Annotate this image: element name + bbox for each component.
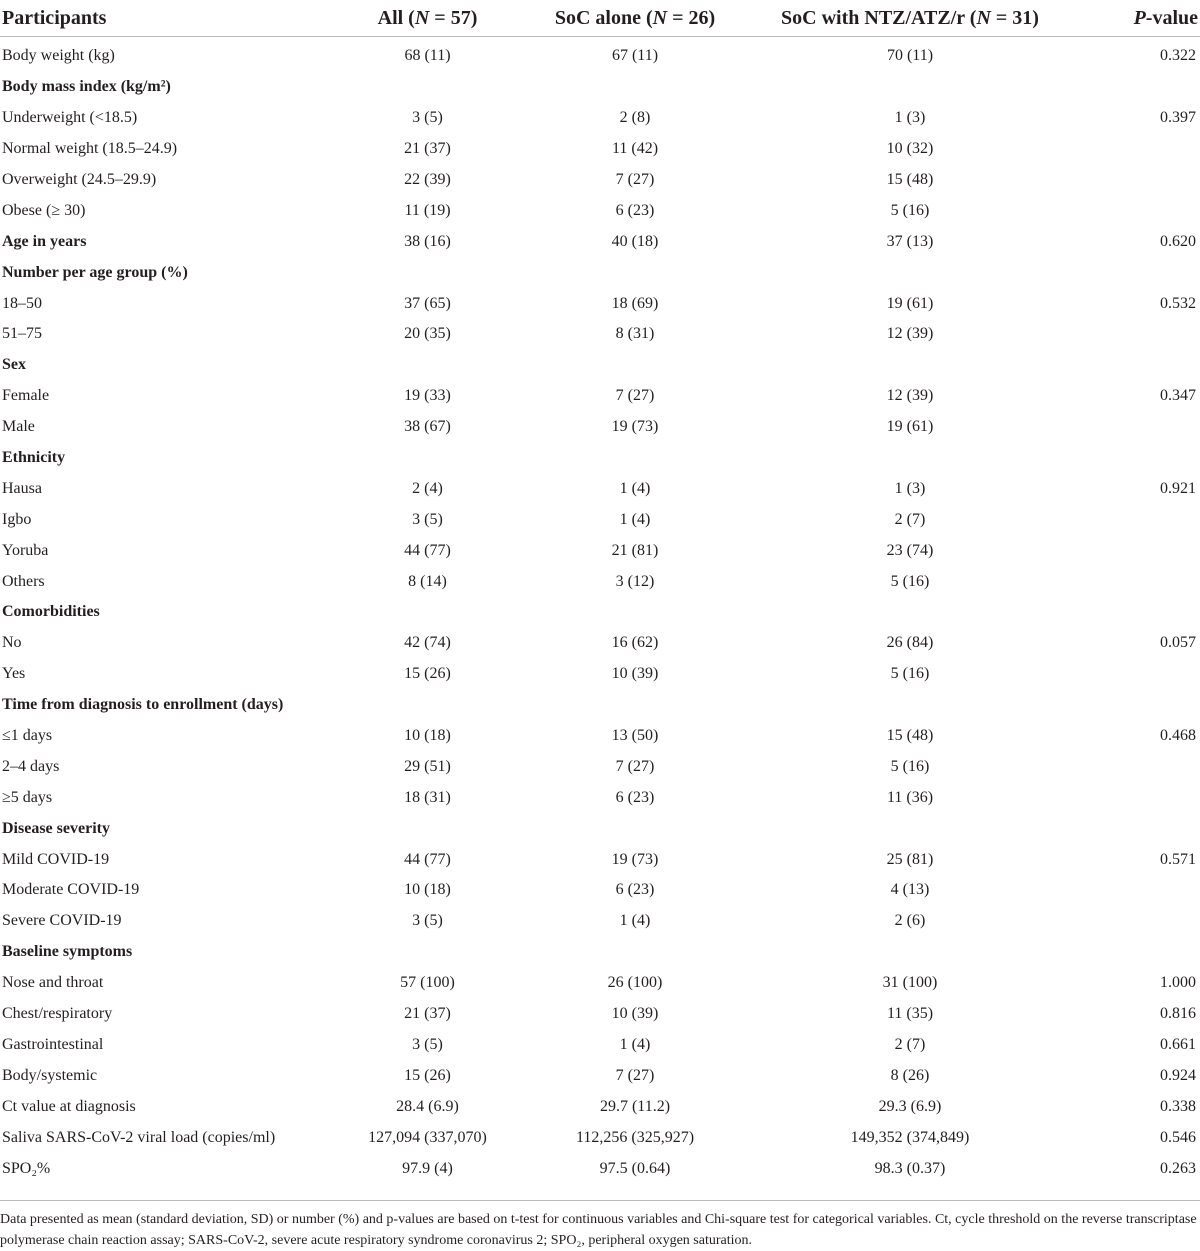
row-label: Age in years xyxy=(2,232,87,250)
cell-soc-alone: 19 (73) xyxy=(611,418,659,436)
row-label: Body weight (kg) xyxy=(2,47,115,65)
cell-soc-ntz: 29.3 (6.9) xyxy=(878,1097,942,1115)
cell-soc-ntz xyxy=(745,597,1075,628)
table-row xyxy=(0,659,1200,690)
cell-soc-alone: 1 (4) xyxy=(619,1035,651,1053)
cell-p-value xyxy=(1075,319,1200,350)
row-label: Overweight (24.5–29.9) xyxy=(2,171,157,188)
cell-soc-ntz: 37 (13) xyxy=(886,232,934,250)
cell-soc-alone xyxy=(525,597,745,628)
row-label: Number per age group (%) xyxy=(2,263,188,281)
table-row xyxy=(0,628,1200,659)
cell-all xyxy=(330,257,525,288)
cell-p-value xyxy=(1075,566,1200,597)
section-row xyxy=(0,597,1200,628)
cell-all: 42 (74) xyxy=(404,634,451,652)
row-label: Normal weight (18.5–24.9) xyxy=(2,140,178,158)
section-row xyxy=(0,690,1200,721)
header-p-value: P-value xyxy=(1075,0,1200,37)
cell-p-value: 0.322 xyxy=(1160,47,1196,65)
cell-soc-alone: 6 (23) xyxy=(615,788,655,806)
table-row xyxy=(0,195,1200,226)
cell-soc-alone xyxy=(525,257,745,288)
cell-all xyxy=(330,72,525,103)
cell-soc-alone: 8 (31) xyxy=(615,325,655,343)
cell-p-value: 0.661 xyxy=(1160,1035,1196,1053)
table-row xyxy=(0,319,1200,350)
cell-p-value: 0.921 xyxy=(1160,479,1196,497)
cell-all xyxy=(330,813,525,844)
table-row xyxy=(0,751,1200,782)
table-row xyxy=(0,968,1200,999)
row-label: Body mass index (kg/m²) xyxy=(2,78,171,96)
cell-p-value xyxy=(1075,195,1200,226)
table-header-row xyxy=(0,0,1200,37)
cell-soc-ntz: 31 (100) xyxy=(882,974,938,992)
cell-soc-alone xyxy=(525,72,745,103)
row-label: Baseline symptoms xyxy=(2,943,133,961)
table-row xyxy=(0,1153,1200,1184)
cell-soc-alone: 67 (11) xyxy=(611,47,659,65)
cell-soc-ntz: 5 (16) xyxy=(890,572,930,590)
cell-soc-ntz: 19 (61) xyxy=(886,418,934,436)
table-row xyxy=(0,288,1200,319)
section-row xyxy=(0,226,1200,257)
cell-all: 28.4 (6.9) xyxy=(396,1097,459,1115)
cell-soc-alone: 7 (27) xyxy=(615,171,655,188)
cell-p-value xyxy=(1075,937,1200,968)
cell-all: 29 (51) xyxy=(404,757,451,775)
row-label: Moderate COVID-19 xyxy=(2,881,140,899)
cell-p-value: 0.057 xyxy=(1160,634,1196,652)
cell-all: 38 (16) xyxy=(404,232,451,250)
cell-p-value: 1.000 xyxy=(1160,974,1196,992)
cell-p-value xyxy=(1075,782,1200,813)
cell-p-value xyxy=(1075,813,1200,844)
cell-all xyxy=(330,597,525,628)
cell-soc-alone: 6 (23) xyxy=(615,881,655,899)
cell-soc-ntz: 70 (11) xyxy=(886,47,934,65)
cell-p-value xyxy=(1075,72,1200,103)
cell-soc-alone: 18 (69) xyxy=(611,294,659,312)
row-label: Male xyxy=(2,418,35,436)
cell-soc-ntz: 12 (39) xyxy=(886,325,934,343)
row-label: Ethnicity xyxy=(2,449,66,467)
row-label: Ct value at diagnosis xyxy=(2,1097,136,1115)
table-row xyxy=(0,165,1200,196)
header-all: All (N = 57) xyxy=(330,0,525,37)
cell-all: 22 (39) xyxy=(404,171,451,188)
cell-p-value xyxy=(1075,875,1200,906)
row-label: Gastrointestinal xyxy=(2,1035,104,1053)
cell-soc-ntz: 12 (39) xyxy=(886,387,934,405)
table-row xyxy=(0,1030,1200,1061)
cell-soc-alone: 1 (4) xyxy=(619,912,651,930)
cell-all: 11 (19) xyxy=(404,201,451,219)
cell-all xyxy=(330,690,525,721)
row-label: ≤1 days xyxy=(2,727,53,745)
cell-p-value xyxy=(1075,504,1200,535)
cell-p-value: 0.620 xyxy=(1160,232,1196,250)
cell-soc-ntz: 5 (16) xyxy=(890,757,930,775)
cell-p-value xyxy=(1075,443,1200,474)
cell-p-value xyxy=(1075,412,1200,443)
cell-all: 3 (5) xyxy=(412,109,443,127)
section-row xyxy=(0,72,1200,103)
cell-soc-alone: 21 (81) xyxy=(611,541,659,559)
table-row xyxy=(0,103,1200,134)
header-soc-ntz: SoC with NTZ/ATZ/r (N = 31) xyxy=(745,0,1075,37)
row-label: Nose and throat xyxy=(2,974,104,992)
table-row xyxy=(0,782,1200,813)
section-row xyxy=(0,257,1200,288)
cell-soc-alone xyxy=(525,443,745,474)
cell-soc-alone: 97.5 (0.64) xyxy=(599,1159,671,1177)
row-label: Comorbidities xyxy=(2,603,100,621)
cell-soc-alone: 7 (27) xyxy=(615,387,655,405)
table-row xyxy=(0,1091,1200,1122)
table-row xyxy=(0,906,1200,937)
row-label: Severe COVID-19 xyxy=(2,912,122,930)
cell-soc-ntz: 2 (6) xyxy=(894,912,926,930)
cell-p-value xyxy=(1075,659,1200,690)
cell-soc-ntz xyxy=(745,813,1075,844)
cell-soc-ntz: 15 (48) xyxy=(886,727,934,745)
cell-soc-ntz: 149,352 (374,849) xyxy=(850,1128,970,1146)
cell-soc-alone xyxy=(525,350,745,381)
cell-all: 10 (18) xyxy=(404,727,451,745)
cell-all: 127,094 (337,070) xyxy=(368,1128,487,1146)
cell-soc-alone: 26 (100) xyxy=(607,974,663,992)
cell-all: 19 (33) xyxy=(404,387,451,405)
cell-soc-ntz xyxy=(745,72,1075,103)
cell-soc-alone: 16 (62) xyxy=(611,634,659,652)
row-label: Disease severity xyxy=(2,819,110,837)
cell-p-value: 0.468 xyxy=(1160,727,1196,745)
table-row xyxy=(0,875,1200,906)
row-label: Chest/respiratory xyxy=(2,1005,113,1023)
cell-all: 2 (4) xyxy=(412,479,443,497)
row-label: Saliva SARS-CoV-2 viral load (copies/ml) xyxy=(2,1128,276,1146)
cell-p-value: 0.338 xyxy=(1160,1097,1196,1115)
cell-soc-alone: 112,256 (325,927) xyxy=(575,1128,695,1146)
cell-soc-ntz: 2 (7) xyxy=(894,1035,926,1053)
cell-all: 15 (26) xyxy=(404,1066,451,1084)
row-label: 51–75 xyxy=(2,325,42,343)
table-row xyxy=(0,566,1200,597)
section-row xyxy=(0,350,1200,381)
row-label: Mild COVID-19 xyxy=(2,850,110,868)
table-row xyxy=(0,535,1200,566)
table-row xyxy=(0,844,1200,875)
cell-p-value: 0.532 xyxy=(1160,294,1196,312)
cell-soc-ntz: 1 (3) xyxy=(894,479,926,497)
cell-soc-ntz: 5 (16) xyxy=(890,665,930,683)
table-row xyxy=(0,721,1200,752)
cell-soc-ntz: 1 (3) xyxy=(894,109,926,127)
cell-soc-alone xyxy=(525,937,745,968)
row-label: Others xyxy=(2,572,45,590)
table-row xyxy=(0,504,1200,535)
cell-soc-ntz: 23 (74) xyxy=(886,541,934,559)
cell-soc-ntz xyxy=(745,350,1075,381)
row-label: No xyxy=(2,634,22,652)
cell-p-value xyxy=(1075,165,1200,196)
cell-all: 3 (5) xyxy=(412,510,443,528)
cell-soc-alone: 1 (4) xyxy=(619,510,651,528)
table-row xyxy=(0,412,1200,443)
cell-all xyxy=(330,350,525,381)
cell-soc-alone: 40 (18) xyxy=(611,232,659,250)
cell-soc-ntz: 10 (32) xyxy=(886,140,934,158)
cell-all: 15 (26) xyxy=(404,665,451,683)
row-label: Female xyxy=(2,387,50,405)
cell-all: 8 (14) xyxy=(408,572,447,590)
cell-all: 44 (77) xyxy=(404,850,451,868)
cell-p-value xyxy=(1075,906,1200,937)
cell-p-value xyxy=(1075,257,1200,288)
row-label: Sex xyxy=(2,356,26,374)
cell-soc-ntz: 5 (16) xyxy=(890,201,930,219)
cell-soc-ntz xyxy=(745,937,1075,968)
cell-all: 3 (5) xyxy=(412,1035,443,1053)
cell-soc-ntz: 19 (61) xyxy=(886,294,934,312)
cell-soc-alone: 10 (39) xyxy=(611,1005,659,1023)
cell-soc-ntz xyxy=(745,690,1075,721)
cell-soc-ntz: 8 (26) xyxy=(890,1066,930,1084)
section-row xyxy=(0,443,1200,474)
cell-soc-alone: 6 (23) xyxy=(615,201,655,219)
row-label: Obese (≥ 30) xyxy=(2,201,86,219)
header-soc-alone: SoC alone (N = 26) xyxy=(525,0,745,37)
cell-soc-alone: 2 (8) xyxy=(619,109,651,127)
cell-all: 10 (18) xyxy=(404,881,451,899)
cell-all: 3 (5) xyxy=(412,912,443,930)
cell-p-value: 0.571 xyxy=(1160,850,1196,868)
cell-soc-ntz: 98.3 (0.37) xyxy=(874,1159,946,1177)
cell-soc-ntz xyxy=(745,257,1075,288)
table-row xyxy=(0,381,1200,412)
cell-soc-alone: 3 (12) xyxy=(615,572,655,590)
table-row xyxy=(0,1060,1200,1091)
cell-soc-alone: 11 (42) xyxy=(611,140,659,158)
row-label: Igbo xyxy=(2,510,32,528)
table-row xyxy=(0,1122,1200,1153)
cell-all: 97.9 (4) xyxy=(402,1159,453,1177)
cell-p-value xyxy=(1075,690,1200,721)
header-participants: Participants xyxy=(0,0,330,37)
cell-soc-ntz: 25 (81) xyxy=(886,850,934,868)
cell-p-value xyxy=(1075,535,1200,566)
cell-soc-alone: 7 (27) xyxy=(615,1066,655,1084)
cell-all: 57 (100) xyxy=(400,974,455,992)
row-label: Yes xyxy=(2,665,26,683)
cell-soc-ntz: 15 (48) xyxy=(886,171,934,188)
row-label: Yoruba xyxy=(2,541,49,559)
row-label: SPO₂% xyxy=(2,1159,51,1177)
table-footnote: Data presented as mean (standard deviation, SD) or number (%) and p-values are based on t-test for continuous variables and Chi-square test for categorical variables. Ct, cycle threshold on the reverse transcriptase polymerase chain reaction assay; SARS-CoV-2, severe acute respiratory syndrome coronavirus 2; SPO₂, peripheral oxygen saturation. xyxy=(0,1200,1200,1251)
cell-all: 18 (31) xyxy=(404,788,451,806)
cell-all: 21 (37) xyxy=(404,140,451,158)
cell-p-value xyxy=(1075,350,1200,381)
cell-all: 20 (35) xyxy=(404,325,451,343)
cell-soc-alone: 19 (73) xyxy=(611,850,659,868)
table-row xyxy=(0,134,1200,165)
cell-p-value xyxy=(1075,134,1200,165)
cell-soc-ntz: 11 (35) xyxy=(886,1005,934,1023)
cell-soc-alone: 1 (4) xyxy=(619,479,651,497)
section-row xyxy=(0,937,1200,968)
table-row xyxy=(0,473,1200,504)
table-row xyxy=(0,37,1200,72)
row-label: Body/systemic xyxy=(2,1066,98,1084)
row-label: Hausa xyxy=(2,479,42,497)
table-body xyxy=(0,37,1200,1184)
row-label: Underweight (<18.5) xyxy=(2,109,138,127)
cell-soc-alone: 29.7 (11.2) xyxy=(599,1097,671,1115)
cell-soc-alone: 10 (39) xyxy=(611,665,659,683)
cell-p-value xyxy=(1075,751,1200,782)
row-label: 2–4 days xyxy=(2,757,60,775)
cell-p-value xyxy=(1075,597,1200,628)
row-label: Time from diagnosis to enrollment (days) xyxy=(2,696,284,714)
cell-all: 44 (77) xyxy=(404,541,451,559)
cell-soc-alone xyxy=(525,690,745,721)
cell-all: 68 (11) xyxy=(404,47,451,65)
cell-p-value: 0.263 xyxy=(1160,1159,1196,1177)
cell-p-value: 0.816 xyxy=(1160,1005,1196,1023)
row-label: 18–50 xyxy=(2,294,42,312)
cell-p-value: 0.347 xyxy=(1160,387,1196,405)
cell-all: 21 (37) xyxy=(404,1005,451,1023)
cell-p-value: 0.397 xyxy=(1160,109,1196,127)
section-row xyxy=(0,813,1200,844)
cell-soc-alone: 13 (50) xyxy=(611,727,659,745)
cell-all xyxy=(330,443,525,474)
cell-soc-ntz: 2 (7) xyxy=(894,510,926,528)
cell-all: 38 (67) xyxy=(404,418,451,436)
cell-soc-ntz: 26 (84) xyxy=(886,634,934,652)
cell-p-value: 0.546 xyxy=(1160,1128,1196,1146)
table-row xyxy=(0,999,1200,1030)
cell-soc-alone xyxy=(525,813,745,844)
cell-all xyxy=(330,937,525,968)
cell-p-value: 0.924 xyxy=(1160,1066,1196,1084)
cell-soc-ntz: 4 (13) xyxy=(890,881,930,899)
cell-all: 37 (65) xyxy=(404,294,451,312)
cell-soc-alone: 7 (27) xyxy=(615,757,655,775)
cell-soc-ntz: 11 (36) xyxy=(886,788,934,806)
cell-soc-ntz xyxy=(745,443,1075,474)
row-label: ≥5 days xyxy=(2,788,53,806)
